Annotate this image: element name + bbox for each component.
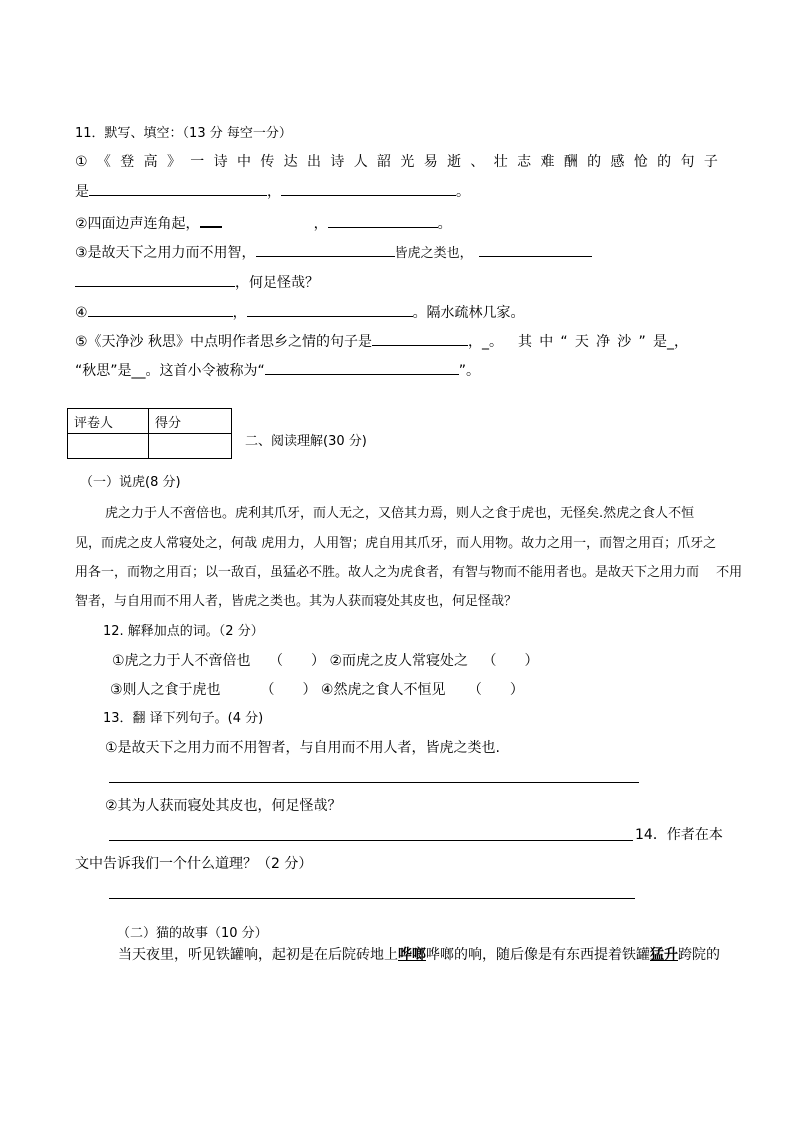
q11-item5-tail-char: 中 — [539, 334, 554, 350]
q11-blank-2[interactable] — [281, 183, 456, 196]
q12-item3: ③则人之食于虎也 — [110, 682, 221, 698]
q12-row2 — [110, 681, 524, 699]
q13-answer-line-1[interactable] — [109, 782, 639, 783]
comma: ， — [232, 305, 247, 321]
q12-item2: ②而虎之皮人常寝处之 — [329, 653, 469, 669]
q11-item1-char: 易 — [423, 154, 438, 170]
q11-blank-4[interactable] — [328, 215, 438, 228]
section2-title: 二、阅读理解(30 分) — [245, 434, 367, 449]
q14-answer-line[interactable] — [109, 898, 635, 899]
q11-item1-char: 感 — [610, 154, 625, 170]
score-cell[interactable] — [149, 434, 232, 459]
q13-sentence2: ②其为人获而寝处其皮也，何足怪哉？ — [105, 798, 342, 814]
q11-item1-char: 韶 — [377, 154, 392, 170]
q11-item1-char: 酬 — [563, 154, 578, 170]
q11-item1-char: 传 — [260, 154, 275, 170]
q11-item1-char: 壮 — [493, 154, 508, 170]
q12-answer-4[interactable]: （ ） — [467, 682, 524, 698]
q11-item1-char: 句 — [680, 154, 695, 170]
q11-item1-char: 人 — [353, 154, 368, 170]
q11-item5 — [75, 333, 503, 351]
q14-title-start: 14．作者在本 — [635, 827, 723, 843]
q11-item1-char: 怆 — [633, 154, 648, 170]
q11-item5-tail-char: 是_， — [652, 334, 688, 350]
q11-item4-prefix: ④ — [75, 305, 88, 321]
q11-item4 — [75, 304, 525, 322]
q11-item1-line1 — [75, 153, 718, 171]
reading1-para-line4: 智者，与自用而不用人者，皆虎之类也。其为人获而寝处其皮也，何足怪哉？ — [75, 594, 518, 609]
q11-item2-prefix: ②四面边声连角起， — [75, 216, 200, 232]
q11-blank-5[interactable] — [256, 244, 395, 257]
q12-item1: ①虎之力于人不啻倍也 — [112, 653, 251, 669]
reading2-text-a: 当天夜里，听见铁罐响，起初是在后院砖地上 — [118, 947, 398, 963]
q11-item3-prefix: ③是故天下之用力而不用智， — [75, 245, 256, 261]
reviewer-label: 评卷人 — [68, 409, 149, 434]
q11-item5-tail — [518, 333, 688, 351]
q11-blank-7[interactable] — [75, 274, 235, 287]
q11-blank-8[interactable] — [88, 304, 233, 317]
q11-item1-char: 诗 — [330, 154, 345, 170]
q11-item1-char: 诗 — [213, 154, 228, 170]
q11-title: 11．默写、填空：（13 分 每空一分） — [75, 126, 292, 141]
q11-item3-line2 — [75, 274, 319, 292]
q11-item5-line2-end: ”。 — [458, 363, 481, 379]
reading1-title: （一）说虎(8 分) — [80, 475, 181, 490]
q11-item3-mid: 皆虎之类也， — [394, 246, 473, 261]
q12-answer-2[interactable]: （ ） — [482, 653, 539, 669]
q11-blank-3a[interactable] — [200, 214, 222, 228]
reviewer-cell[interactable] — [68, 434, 149, 459]
q11-item5-line2 — [75, 362, 480, 380]
score-label: 得分 — [149, 409, 232, 434]
q11-item1-char: 的 — [657, 154, 672, 170]
reading2-text-e: 跨院的 — [678, 947, 720, 963]
reading1-para-line3: 用各一，而物之用百；以一敌百，虽猛必不胜。故人之为虎食者，有智与物而不能用者也。是故天下之用力而 不用 — [75, 565, 743, 580]
q11-item5-tail-char: 沙 — [617, 334, 632, 350]
q12-title: 12. 解释加点的词。（2 分） — [103, 624, 264, 639]
q11-item1-prefix: 是 — [75, 184, 89, 200]
q14-title-end: 文中告诉我们一个什么道理？（2 分） — [75, 856, 313, 872]
q11-item1-char: 难 — [540, 154, 555, 170]
q11-item5-tail-char: “ — [560, 334, 568, 350]
q11-item1-char: 光 — [400, 154, 415, 170]
q11-item1-char: ① — [75, 154, 88, 170]
q11-item1-char: 中 — [236, 154, 251, 170]
q11-item1-char: 子 — [703, 154, 718, 170]
reading2-text-c: 哗啷的响，随后像是有东西提着铁罐 — [426, 947, 650, 963]
q12-answer-3[interactable]: （ ） — [260, 682, 317, 698]
q11-item1-line2 — [75, 183, 470, 201]
reading2-para-line1 — [118, 946, 720, 964]
q11-blank-10[interactable] — [372, 333, 468, 346]
q11-item3-suffix: ，何足怪哉？ — [235, 275, 319, 291]
q11-item1-char: 志 — [517, 154, 532, 170]
q11-blank-9[interactable] — [247, 304, 413, 317]
q11-item1-char: 出 — [307, 154, 321, 170]
reading1-para-line2: 见，而虎之皮人常寝处之，何哉 虎用力，人用智；虎自用其爪牙，而人用物。故力之用一，而智之用百；爪牙之 — [75, 536, 717, 551]
q11-item5-tail-char: ” — [638, 334, 646, 350]
grader-table — [67, 408, 232, 459]
q11-blank-11[interactable] — [265, 362, 459, 375]
q11-item1-char: 、 — [470, 154, 485, 170]
q11-item1-char: 的 — [587, 154, 602, 170]
q11-item1-char: 一 — [190, 154, 205, 170]
q11-item4-suffix: 。隔水疏林几家。 — [412, 305, 525, 321]
q11-item5-line2-text: “秋思”是__。这首小令被称为“ — [75, 363, 265, 379]
q11-item5-tail-char: 天 — [574, 334, 589, 350]
q12-item4: ④然虎之食人不恒见 — [320, 682, 446, 698]
q13-answer-line-2[interactable] — [109, 840, 633, 841]
q11-blank-6[interactable] — [479, 244, 592, 257]
q11-item5-prefix: ⑤《天净沙 秋思》中点明作者思乡之情的句子是 — [75, 334, 372, 350]
q11-item2 — [75, 214, 452, 233]
q11-item1-char: 达 — [283, 154, 298, 170]
comma: ， — [267, 184, 281, 200]
period: 。 — [456, 184, 470, 200]
q11-item5-after: ，_。 — [468, 334, 503, 350]
q11-item5-tail-char: 净 — [596, 334, 611, 350]
q12-answer-1[interactable]: （ ） — [269, 653, 326, 669]
q11-item1-char: 》 — [166, 154, 181, 170]
q11-item1-char: 逝 — [447, 154, 462, 170]
q12-row1 — [112, 652, 538, 670]
period: 。 — [437, 216, 452, 232]
q13-title: 13．翻 译下列句子。(4 分) — [103, 711, 264, 726]
comma: ， — [313, 216, 328, 232]
q11-item5-tail-char: 其 — [518, 334, 532, 350]
q13-sentence1: ①是故天下之用力而不用智者，与自用而不用人者，皆虎之类也. — [105, 740, 500, 756]
q11-item3 — [75, 244, 592, 263]
q11-blank-1[interactable] — [89, 183, 267, 196]
q11-item1-char: 高 — [143, 154, 158, 170]
q11-item1-char: 登 — [120, 154, 135, 170]
q11-item1-char: 《 — [96, 154, 111, 170]
reading2-title: （二）猫的故事（10 分） — [117, 926, 268, 941]
reading2-emphasis-1: 哗啷 — [398, 947, 426, 963]
reading1-para-line1: 虎之力于人不啻倍也。虎利其爪牙，而人无之，又倍其力焉，则人之食于虎也，无怪矣.然虎之食人不恒 — [105, 506, 695, 521]
reading2-emphasis-2: 猛升 — [650, 947, 678, 963]
